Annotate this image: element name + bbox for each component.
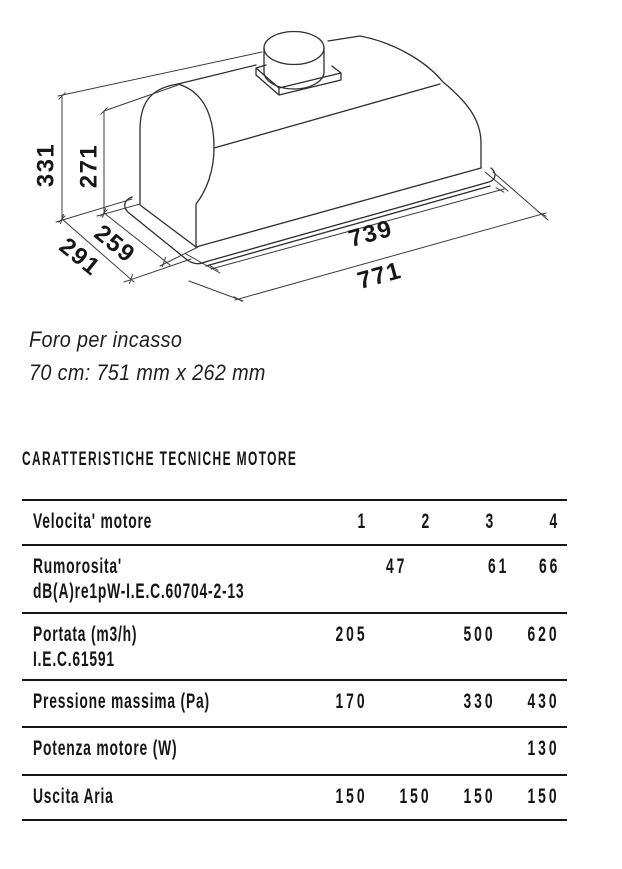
value-cell: 150: [399, 785, 432, 808]
extension-line-total-width-left: [189, 281, 243, 301]
caption-line2: 70 cm: 751 mm x 262 mm: [29, 360, 266, 385]
value-cell: 150: [527, 785, 560, 808]
row-label: Rumorosita' dB(A)re1pW-I.E.C.60704-2-13: [33, 555, 245, 603]
dim-label-body-width: 739: [345, 214, 396, 253]
value-cell: 61: [487, 555, 510, 578]
value-cell: [365, 622, 429, 647]
row-label: Uscita Aria: [33, 785, 114, 808]
value-cell: 170: [335, 690, 369, 713]
section-title: [22, 450, 459, 470]
row-label: Portata (m3/h) I.E.C.61591: [33, 623, 138, 671]
table-row: [22, 728, 567, 776]
value-cell: 500: [463, 623, 496, 646]
hood-technical-drawing: [0, 0, 622, 320]
value-cell: [301, 736, 365, 761]
table-row: [22, 776, 567, 821]
value-cell: [365, 689, 429, 714]
value-cell: 3: [485, 510, 496, 533]
cutout-caption: [29, 323, 292, 389]
dim-label-total-height: 331: [32, 142, 60, 188]
value-cell: 1: [357, 510, 368, 533]
value-cell: 2: [421, 510, 432, 533]
row-label: Potenza motore (W): [33, 737, 178, 760]
dim-label-body-height: 271: [75, 143, 103, 189]
dim-label-body-depth: 259: [88, 219, 141, 269]
section-title-text: CARATTERISTICHE TECNICHE MOTORE: [22, 449, 298, 470]
flange-plate: [256, 65, 341, 95]
dim-label-total-width: 771: [354, 256, 405, 295]
dim-label-total-depth: 291: [53, 232, 106, 282]
value-cell: 430: [527, 690, 560, 713]
extension-line-total-height-bottom: [56, 199, 132, 222]
row-label: Pressione massima (Pa): [33, 690, 210, 713]
caption-line1: Foro per incasso: [29, 327, 183, 352]
hood-top-ridge: [178, 36, 360, 84]
value-cell: 66: [538, 555, 560, 578]
extension-line-body-height-top: [104, 85, 178, 111]
duct-spigot-top: [264, 32, 324, 65]
value-cell: 150: [463, 785, 496, 808]
spec-table: [22, 499, 567, 821]
value-cell: 620: [527, 623, 560, 646]
extension-line-total-depth-bottom: [124, 259, 191, 282]
row-label: Velocita' motore: [33, 510, 153, 533]
hood-side-face: [140, 84, 214, 247]
table-row: [22, 501, 567, 546]
table-row: [22, 546, 567, 614]
value-cell: [404, 554, 455, 579]
table-row: [22, 681, 567, 728]
hood-front-bottom-edge: [196, 168, 481, 247]
value-cell: 205: [335, 623, 368, 646]
value-cell: 47: [385, 555, 408, 578]
value-cell: [429, 736, 493, 761]
table-row: [22, 614, 567, 681]
hood-front-top-edge: [214, 84, 440, 148]
value-cell: 130: [527, 737, 560, 760]
value-cell: 330: [463, 690, 496, 713]
value-cell: 4: [549, 510, 560, 533]
value-cell: [365, 736, 429, 761]
value-cell: 150: [335, 785, 368, 808]
